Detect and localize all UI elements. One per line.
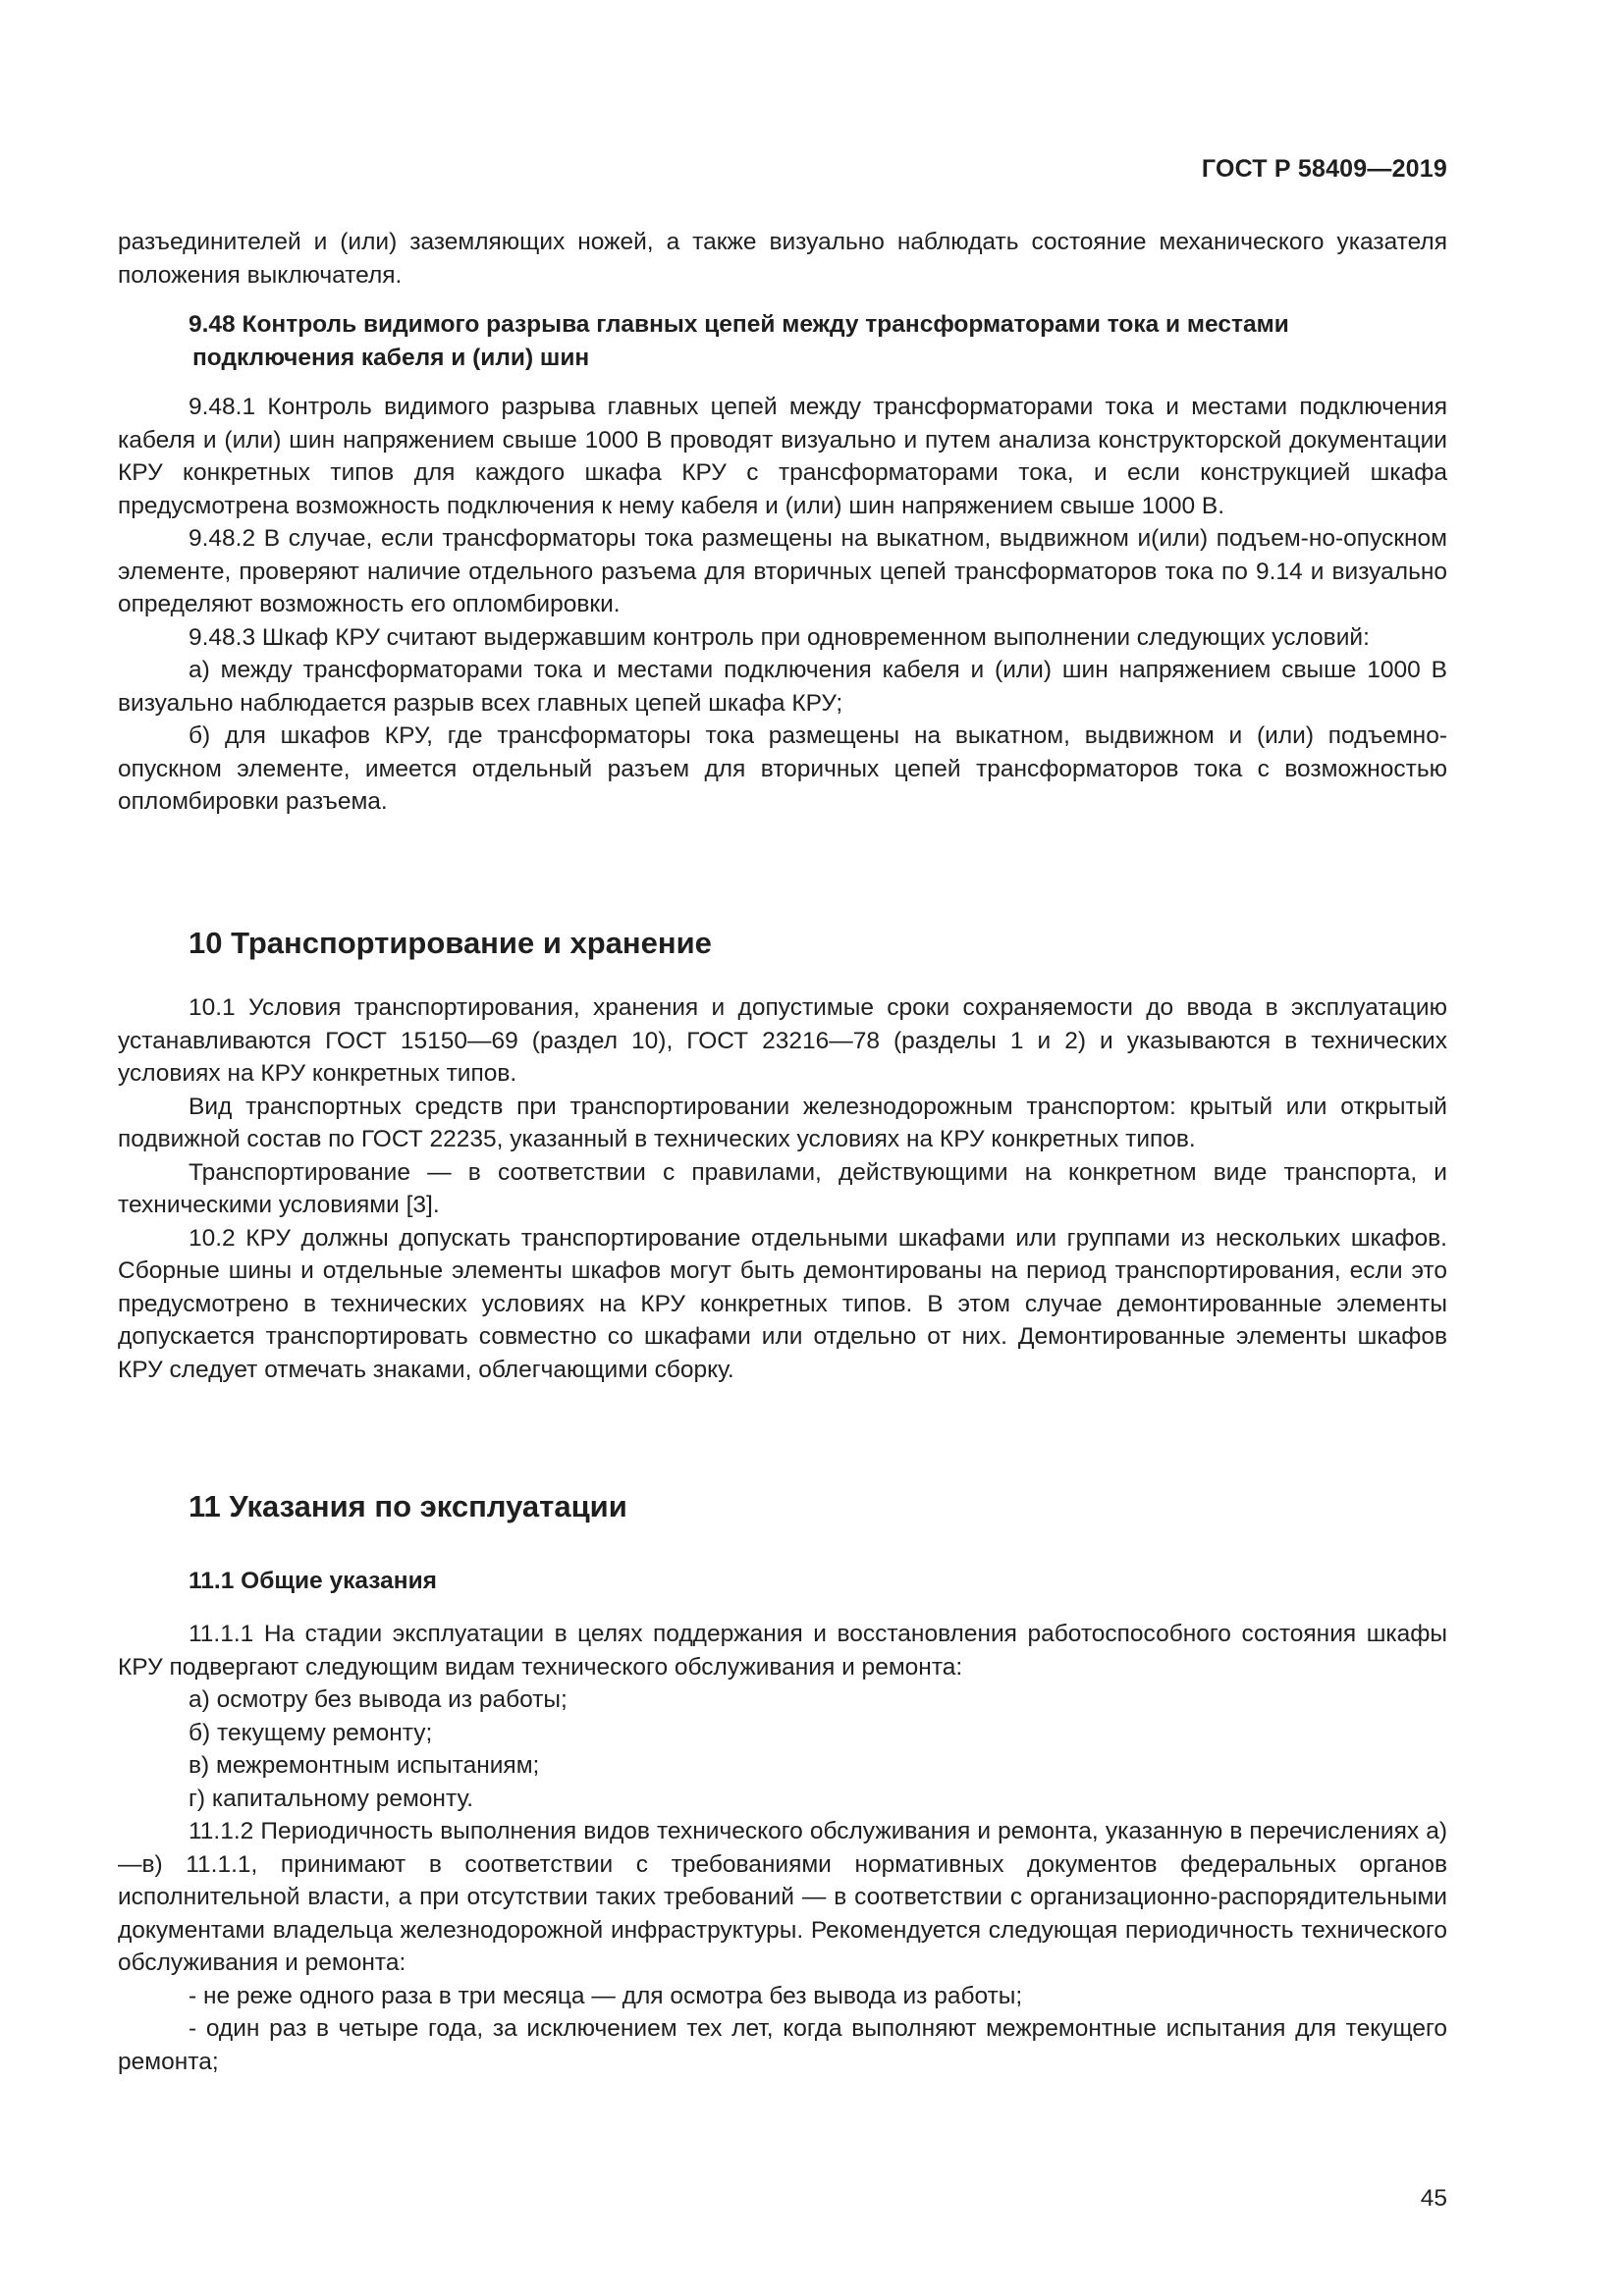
paragraph-10-2: 10.2 КРУ должны допускать транспортирование отдельными шкафами или группами из нескольких шкафов. Сборные шины и отдельные элементы шкафов могут быть демонтированы на период транспортирования, если это предусмотрено в технических условиях на КРУ конкретных типов. В этом случае демонтированные элементы допускается транспортировать совместно со шкафами или отдельно от них. Демонтированные элементы шкафов КРУ следует отмечать знаками, облегчающими сборку.: [118, 1224, 1447, 1383]
subsection-title-line2: подключения кабеля и (или) шин: [192, 344, 590, 371]
paragraph-9-48-3: 9.48.3 Шкаф КРУ считают выдержавшим контроль при одновременном выполнении следующих условий:: [189, 623, 1370, 651]
paragraph-9-48-1: 9.48.1 Контроль видимого разрыва главных цепей между трансформаторами тока и местами подключения кабеля и (или) шин напряжением свыше 1000 В проводят визуально и путем анализа конструкторской документации КРУ конкретных типов для каждого шкафа КРУ с трансформаторами тока, и если конструкцией шкафа предусмотрена возможность подключения к нему кабеля и (или) шин напряжением свыше 1000 В.: [118, 394, 1447, 519]
continuation-block: [118, 226, 1447, 292]
list-item: в) межремонтным испытаниям;: [189, 1752, 540, 1779]
list-item: г) капитальному ремонту.: [189, 1785, 474, 1812]
section-11-body: [118, 1618, 1447, 2078]
paragraph-10-1-transport: Вид транспортных средств при транспортировании железнодорожным транспортом: крытый или открытый подвижной состав по ГОСТ 22235, указанный в технических условиях на КРУ конкретных типов.: [118, 1093, 1447, 1152]
subsection-title-line1: 9.48 Контроль видимого разрыва главных цепей между трансформаторами тока и местами: [189, 311, 1289, 338]
subsection-11-1-heading-block: [118, 1568, 1447, 1595]
section-title-11: 11 Указания по эксплуатации: [189, 1489, 627, 1523]
dash-item-current-repair: - один раз в четыре года, за исключением тех лет, когда выполняют межремонтные испытания для текущего ремонта;: [118, 2015, 1447, 2075]
list-item: б) текущему ремонту;: [189, 1719, 433, 1746]
page-number: 45: [1420, 2185, 1447, 2212]
paragraph-10-1: 10.1 Условия транспортирования, хранения и допустимые сроки сохраняемости до ввода в эксплуатацию устанавливаются ГОСТ 15150—69 (раздел 10), ГОСТ 23216—78 (разделы 1 и 2) и указываются в технических условиях на КРУ конкретных типов.: [118, 994, 1447, 1087]
section-10-body: [118, 991, 1447, 1386]
subsection-title-9-48: [118, 308, 1447, 374]
section-10-heading-block: [118, 926, 1447, 961]
paragraph-continuation: разъединителей и (или) заземляющих ножей, а также визуально наблюдать состояние механического указателя положения выключателя.: [118, 229, 1447, 289]
document-number-header: ГОСТ Р 58409—2019: [1201, 155, 1447, 183]
dash-item-inspection: - не реже одного раза в три месяца — для осмотра без вывода из работы;: [189, 1982, 1023, 2009]
subsection-title-11-1: 11.1 Общие указания: [189, 1568, 437, 1594]
paragraph-10-1-rules: Транспортирование — в соответствии с правилами, действующими на конкретном виде транспорта, и техническими условиями [3].: [118, 1158, 1447, 1218]
list-item: а) осмотру без вывода из работы;: [189, 1686, 568, 1713]
paragraph-11-1-2: 11.1.2 Периодичность выполнения видов технического обслуживания и ремонта, указанную в перечислениях а)—в) 11.1.1, принимают в соответствии с требованиями нормативных документов федеральных органов исполнительной власти, а при отсутствии таких требований — в соответствии с организационно-распорядительными документами владельца железнодорожной инфраструктуры. Рекомендуется следующая периодичность технического обслуживания и ремонта:: [118, 1818, 1447, 1976]
paragraph-9-48-3-b: б) для шкафов КРУ, где трансформаторы тока размещены на выкатном, выдвижном и (или) подъемно-опускном элементе, имеется отдельный разъем для вторичных цепей трансформаторов тока с возможностью опломбировки разъема.: [118, 722, 1447, 815]
section-11-heading-block: [118, 1489, 1447, 1524]
paragraph-9-48-3-a: а) между трансформаторами тока и местами подключения кабеля и (или) шин напряжением свыше 1000 В визуально наблюдается разрыв всех главных цепей шкафа КРУ;: [118, 657, 1447, 717]
paragraph-11-1-1: 11.1.1 На стадии эксплуатации в целях поддержания и восстановления работоспособного состояния шкафы КРУ подвергают следующим видам технического обслуживания и ремонта:: [118, 1621, 1447, 1681]
subsection-9-48: [118, 308, 1447, 374]
paragraphs-9-48: [118, 391, 1447, 819]
paragraph-9-48-2: 9.48.2 В случае, если трансформаторы тока размещены на выкатном, выдвижном и(или) подъем-но-опускном элементе, проверяют наличие отдельного разъема для вторичных цепей трансформаторов тока по 9.14 и визуально определяют возможность его опломбировки.: [118, 525, 1447, 617]
section-title-10: 10 Транспортирование и хранение: [189, 926, 712, 960]
